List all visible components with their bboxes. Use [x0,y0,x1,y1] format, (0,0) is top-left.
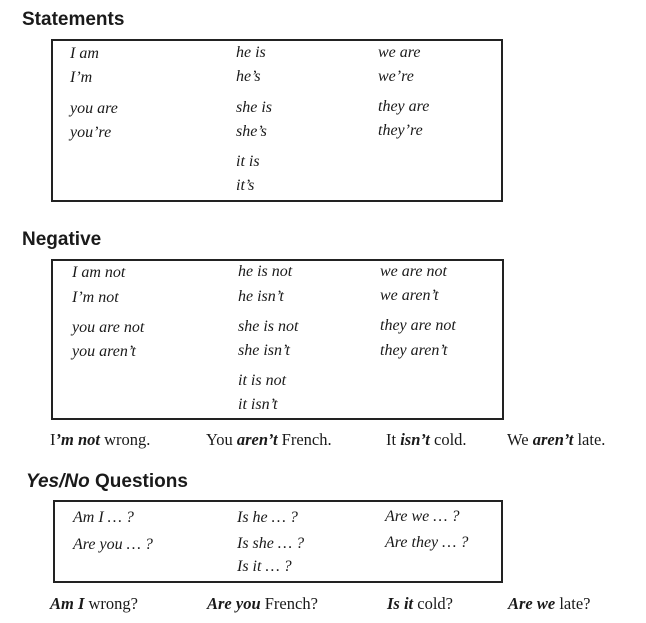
negative-cell: we aren’t [380,287,439,304]
negative-cell: it is not [238,372,287,389]
negative-cell: she isn’t [238,342,290,359]
negative-cell: they aren’t [380,342,448,359]
negative-example: We aren’t late. [507,430,606,449]
questions-example: Am I wrong? [50,594,138,613]
negative-example: You aren’t French. [206,430,332,449]
statements-cell: she is [236,99,272,116]
negative-cell: you aren’t [72,343,136,360]
questions-cell: Are we … ? [385,508,460,525]
negative-cell: I am not [72,264,126,281]
negative-cell: it isn’t [238,396,278,413]
statements-cell: we are [378,44,421,61]
statements-cell: you’re [70,124,112,141]
negative-example: I’m not wrong. [50,430,151,449]
questions-cell: Is he … ? [237,509,298,526]
statements-cell: I am [70,45,99,62]
statements-table [51,39,503,202]
negative-cell: he isn’t [238,288,284,305]
questions-cell: Is she … ? [237,535,305,552]
negative-cell: I’m not [72,289,119,306]
statements-cell: they are [378,98,430,115]
questions-cell: Am I … ? [73,509,134,526]
negative-cell: they are not [380,317,456,334]
negative-cell: he is not [238,263,293,280]
statements-cell: we’re [378,68,414,85]
questions-cell: Are you … ? [73,536,153,553]
statements-cell: he’s [236,68,261,85]
negative-heading: Negative [22,229,102,250]
statements-cell: she’s [236,123,267,140]
statements-heading: Statements [22,9,125,30]
statements-cell: it’s [236,177,255,194]
statements-cell: it is [236,153,260,170]
questions-cell: Is it … ? [237,558,292,575]
statements-cell: I’m [70,69,93,86]
questions-example: Is it cold? [387,594,453,613]
negative-cell: you are not [72,319,145,336]
questions-cell: Are they … ? [385,534,469,551]
questions-example: Are we late? [508,594,591,613]
statements-cell: he is [236,44,266,61]
questions-example: Are you French? [207,594,318,613]
negative-cell: we are not [380,263,447,280]
negative-cell: she is not [238,318,299,335]
statements-cell: you are [70,100,118,117]
questions-heading: Yes/No Questions [26,471,188,492]
statements-cell: they’re [378,122,423,139]
negative-example: It isn’t cold. [386,430,467,449]
